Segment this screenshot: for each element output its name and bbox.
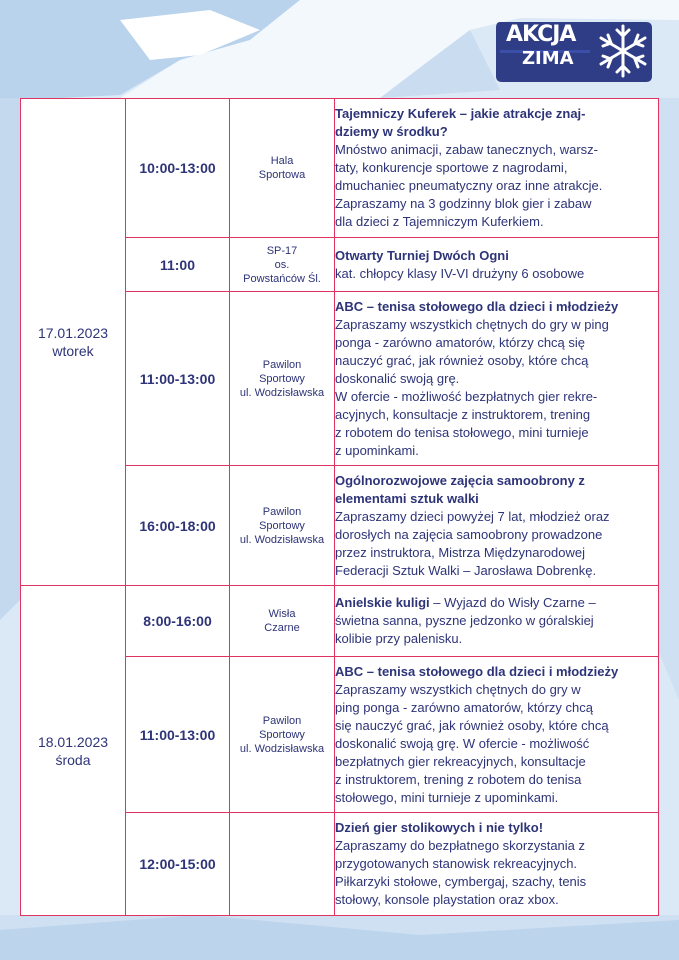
- event-text: – Wyjazd do Wisły Czarne – świetna sanna, pyszne jedzonko w góralskiej kolibie przy palenisku.: [335, 595, 596, 646]
- event-description: [335, 657, 659, 813]
- event-place: SP-17 os. Powstańców Śl.: [230, 238, 335, 292]
- schedule-table: [20, 98, 659, 916]
- event-text: Zapraszamy dzieci powyżej 7 lat, młodzież oraz dorosłych na zajęcia samoobrony prowadzone przez instruktora, Mistrza Międzynarodowej Federacji Sztuk Walki – Jarosława Dobrenkę.: [335, 508, 610, 578]
- logo-line1: AKCJA: [506, 22, 576, 47]
- event-title: ABC – tenisa stołowego dla dzieci i młodzieży: [335, 663, 619, 679]
- table-row: [21, 99, 659, 238]
- event-place: Pawilon Sportowy ul. Wodzisławska: [230, 292, 335, 466]
- akcja-zima-logo: [494, 20, 654, 84]
- snowflake-icon: [596, 22, 650, 80]
- day-weekday: wtorek: [52, 343, 94, 359]
- event-title: Otwarty Turniej Dwóch Ogni: [335, 247, 509, 263]
- event-place: Hala Sportowa: [230, 99, 335, 238]
- event-place: [230, 813, 335, 916]
- event-text: kat. chłopcy klasy IV-VI drużyny 6 osobowe: [335, 265, 585, 281]
- event-text: Zapraszamy wszystkich chętnych do gry w ping ponga - zarówno amatorów, którzy chcą się nauczyć grać, jak również osoby, które chcą doskonalić swoją grę. W ofercie - możliwość bezpłatnych gier rekre- acyjnych, konsultacje z instruktorem, trening z robotem do tenisa stołowego, mini turnieje z upominkami.: [335, 316, 609, 458]
- event-time: 12:00-15:00: [126, 813, 230, 916]
- event-time: 11:00-13:00: [126, 657, 230, 813]
- event-time: 11:00: [126, 238, 230, 292]
- event-time: 8:00-16:00: [126, 586, 230, 657]
- event-text: Zapraszamy do bezpłatnego skorzystania z przygotowanych stanowisk rekreacyjnych. Piłkarzyki stołowe, cymbergaj, szachy, tenis stołowy, konsole playstation oraz xbox.: [335, 838, 587, 907]
- event-title: ABC – tenisa stołowego dla dzieci i młodzieży: [335, 298, 619, 314]
- event-description: [335, 813, 659, 916]
- event-description: [335, 238, 659, 292]
- event-title: Ogólnorozwojowe zajęcia samoobrony z elementami sztuk walki: [335, 472, 585, 506]
- event-title: Dzień gier stolikowych i nie tylko!: [335, 820, 544, 835]
- event-place: Pawilon Sportowy ul. Wodzisławska: [230, 466, 335, 586]
- event-text: Zapraszamy wszystkich chętnych do gry w ping ponga - zarówno amatorów, którzy chcą się nauczyć grać, jak również osoby, które chcą doskonalić swoją grę. W ofercie - możliwość bezpłatnych gier rekreacyjnych, konsultacje z instruktorem, trening z robotem do tenisa stołowego, mini turnieje z upominkami.: [335, 681, 609, 805]
- day-date: 17.01.2023: [37, 325, 109, 341]
- event-description: [335, 292, 659, 466]
- event-description: [335, 466, 659, 586]
- event-title: Anielskie kuligi: [335, 595, 430, 610]
- date-cell: [21, 586, 126, 916]
- event-time: 10:00-13:00: [126, 99, 230, 238]
- event-description: [335, 99, 659, 238]
- event-place: Wisła Czarne: [230, 586, 335, 657]
- date-cell: [21, 99, 126, 586]
- logo-line2: ZIMA: [522, 48, 574, 69]
- event-title: Tajemniczy Kuferek – jakie atrakcje znaj- dziemy w środku?: [335, 106, 586, 139]
- event-text: Mnóstwo animacji, zabaw tanecznych, warsz- taty, konkurencje sportowe z nagrodami, dmuchaniec pneumatyczny oraz inne atrakcje. Zapraszamy na 3 godzinny blok gier i zabaw dla dzieci z Tajemniczym Kuferkiem.: [335, 142, 603, 229]
- day-weekday: środa: [55, 751, 91, 768]
- day-date: 18.01.2023: [37, 733, 109, 750]
- event-time: 16:00-18:00: [126, 466, 230, 586]
- table-row: [21, 586, 659, 657]
- event-time: 11:00-13:00: [126, 292, 230, 466]
- event-place: Pawilon Sportowy ul. Wodzisławska: [230, 657, 335, 813]
- event-description: [335, 586, 659, 657]
